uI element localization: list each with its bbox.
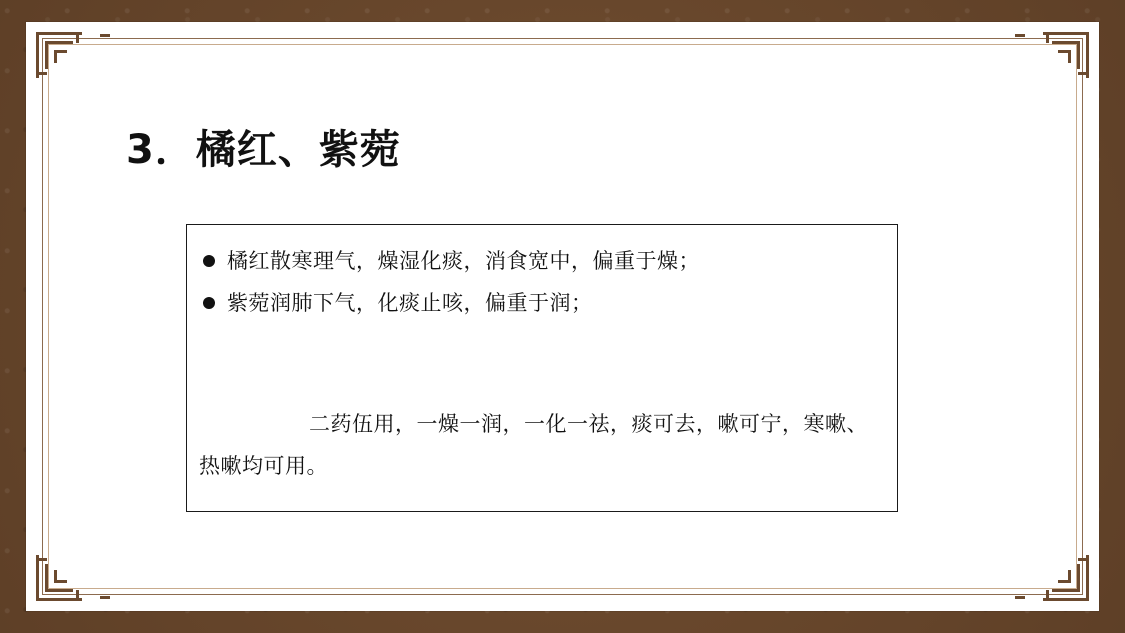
content-box xyxy=(186,224,898,512)
corner-ornament-bottom-left-icon xyxy=(36,555,82,601)
edge-ornament-top-left xyxy=(100,34,110,37)
corner-ornament-top-left-icon xyxy=(36,32,82,78)
page-title: 3．橘红、紫菀 xyxy=(126,127,401,173)
slide-paper xyxy=(26,22,1099,611)
list-item-label: 橘红散寒理气，燥湿化痰，消食宽中，偏重于燥； xyxy=(227,249,700,273)
corner-ornament-bottom-right-icon xyxy=(1043,555,1089,601)
summary-paragraph: 二药伍用，一燥一润，一化一祛，痰可去，嗽可宁，寒嗽、热嗽均可用。 xyxy=(199,412,868,478)
corner-ornament-top-right-icon xyxy=(1043,32,1089,78)
bullet-list xyxy=(203,245,885,329)
edge-ornament-bottom-left xyxy=(100,596,110,599)
edge-ornament-bottom-right xyxy=(1015,596,1025,599)
list-item xyxy=(203,245,885,277)
bullet-dot-icon xyxy=(203,297,215,309)
list-item-label: 紫菀润肺下气，化痰止咳，偏重于润； xyxy=(227,291,593,315)
list-item xyxy=(203,287,885,319)
bullet-dot-icon xyxy=(203,255,215,267)
edge-ornament-top-right xyxy=(1015,34,1025,37)
